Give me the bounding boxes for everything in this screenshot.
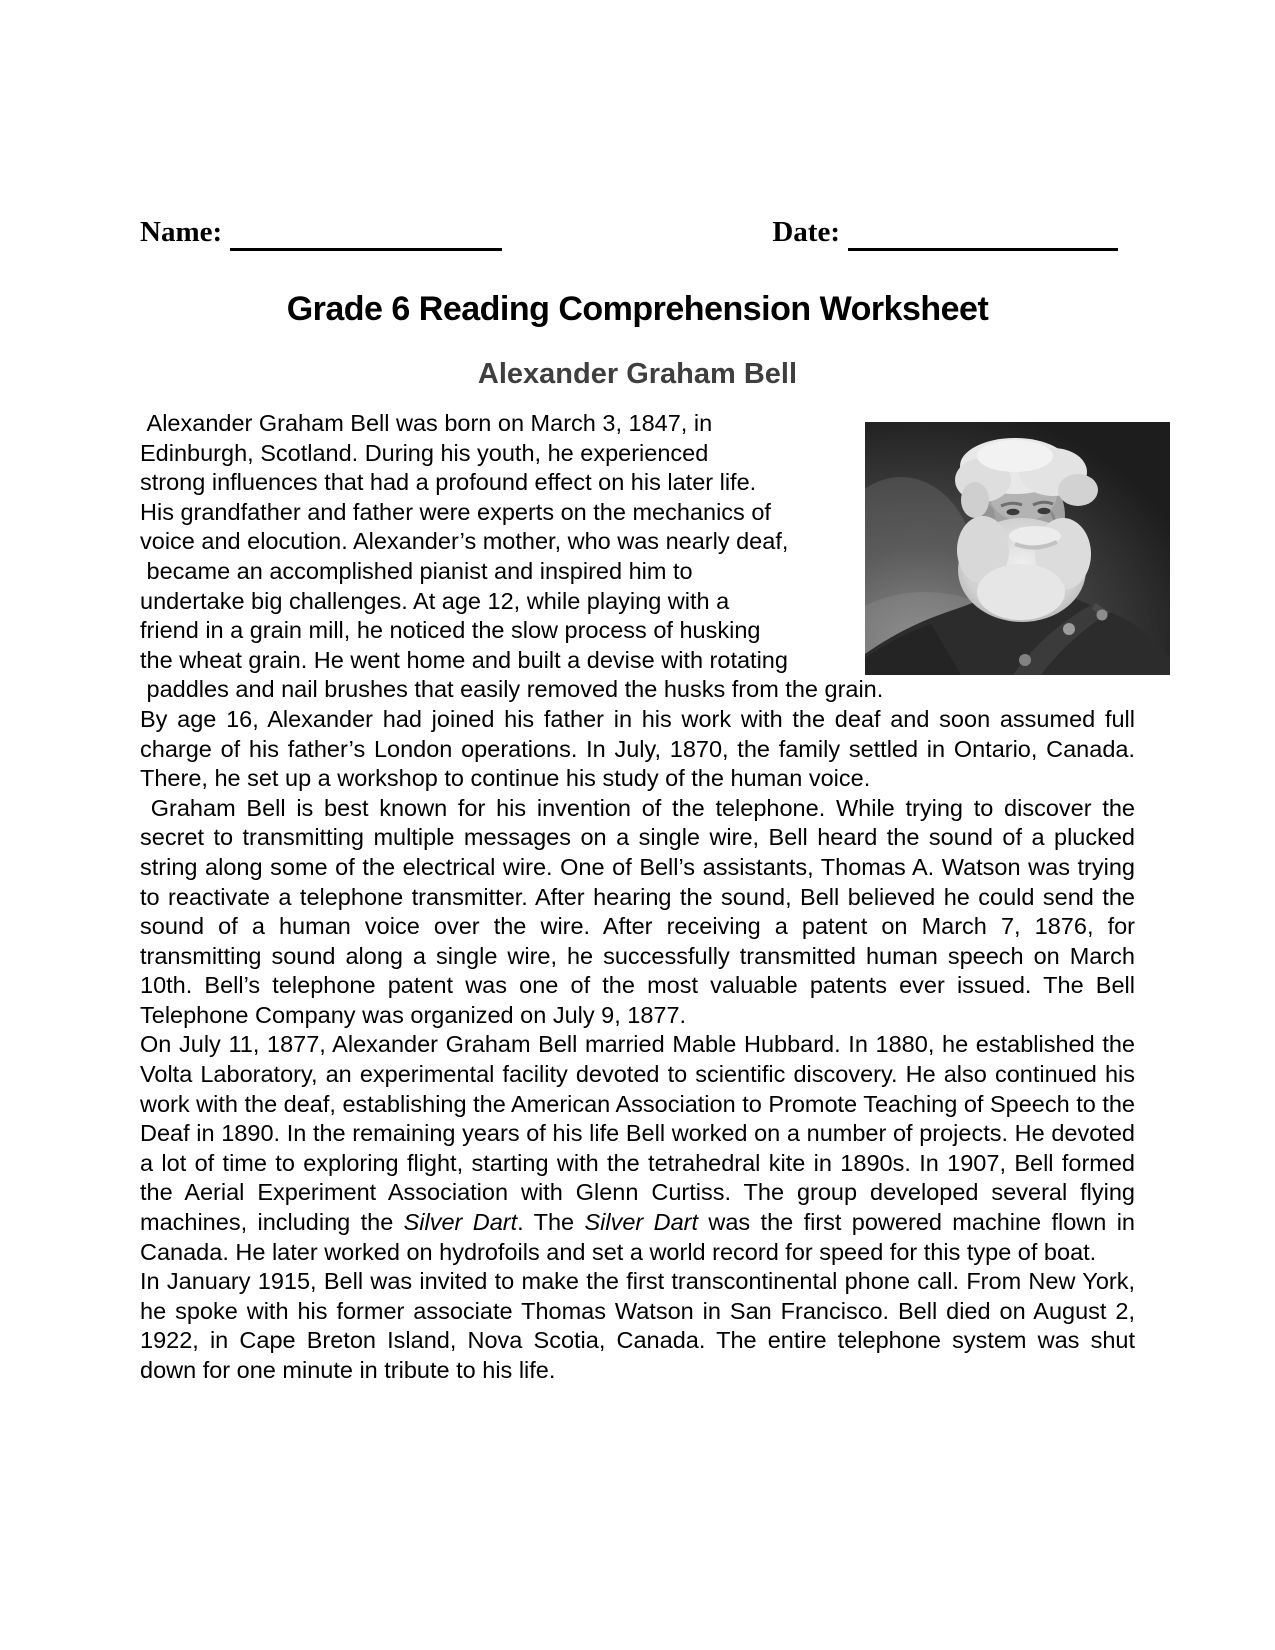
paragraph-4: On July 11, 1877, Alexander Graham Bell married Mable Hubbard. In 1880, he established the Volta Laboratory, an experimental facility devoted to scientific discovery. He also continued his work with the deaf, establishing the American Association to Promote Teaching of Speech to the Deaf in 1890. In the remaining years of his life Bell worked on a number of projects. He devoted a lot of time to exploring flight, starting with the tetrahedral kite in 1890s. In 1907, Bell formed the Aerial Experiment Association with Glenn Curtiss. The group developed several flying machines, including the Silver Dart. The Silver Dart was the first powered machine flown in Canada. He later worked on hydrofoils and set a world record for speed for this type of boat. xyxy=(140,1031,1135,1265)
paragraph-5: In January 1915, Bell was invited to make the first transcontinental phone call. From New York, he spoke with his former associate Thomas Watson in San Francisco. Bell died on August 2, 1922, in Cape Breton Island, Nova Scotia, Canada. The entire telephone system was shut down for one minute in tribute to his life. xyxy=(140,1268,1135,1383)
name-label: Name: xyxy=(140,216,223,248)
worksheet-title: Grade 6 Reading Comprehension Worksheet xyxy=(286,290,989,328)
reading-passage xyxy=(140,409,1135,1386)
paragraph-1: Alexander Graham Bell was born on March 3, 1847, in Edinburgh, Scotland. During his youth, he experienced strong influences that had a profound effect on his later life. His grandfather and father were experts on the mechanics of voice and elocution. Alexander’s mother, who was nearly deaf, became an accomplished pianist and inspired him to undertake big challenges. At age 12, while playing with a friend in a grain mill, he noticed the slow process of husking the wheat grain. He went home and built a devise with rotating paddles and nail brushes that easily removed the husks from the grain. xyxy=(140,410,884,703)
page-content xyxy=(140,213,1135,1386)
name-date-row xyxy=(140,213,1118,251)
name-blank-line xyxy=(230,218,502,251)
passage-title: Alexander Graham Bell xyxy=(477,358,798,390)
date-blank-line xyxy=(848,218,1118,251)
paragraph-2: By age 16, Alexander had joined his father in his work with the deaf and soon assumed full charge of his father’s London operations. In July, 1870, the family settled in Ontario, Canada. There, he set up a workshop to continue his study of the human voice. xyxy=(140,705,1135,792)
date-label: Date: xyxy=(772,216,840,248)
paragraph-3: Graham Bell is best known for his invention of the telephone. While trying to discover the secret to transmitting multiple messages on a single wire, Bell heard the sound of a plucked string along some of the electrical wire. One of Bell’s assistants, Thomas A. Watson was trying to reactivate a telephone transmitter. After hearing the sound, Bell believed he could send the sound of a human voice over the wire. After receiving a patent on March 7, 1876, for transmitting sound along a single wire, he successfully transmitted human speech on March 10th. Bell’s telephone patent was one of the most valuable patents ever issued. The Bell Telephone Company was organized on July 9, 1877. xyxy=(140,794,1135,1028)
alexander-graham-bell-photo xyxy=(865,422,1170,675)
